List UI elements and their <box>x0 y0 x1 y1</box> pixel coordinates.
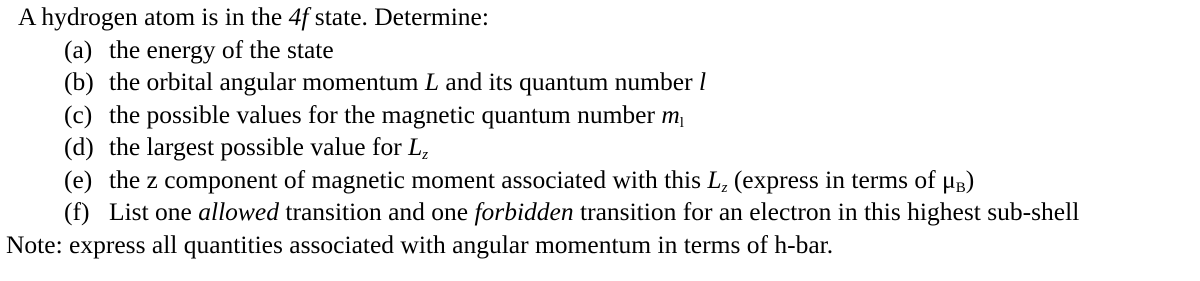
question-text: the energy of the state <box>109 34 334 64</box>
symbol-m: m <box>661 99 680 129</box>
question-label: (b) <box>64 67 94 96</box>
question-f <box>0 196 1200 229</box>
symbol-L: L <box>424 67 440 96</box>
symbol-m-subscript: l <box>679 114 684 131</box>
question-e <box>0 164 1200 197</box>
question-text: ) <box>965 164 975 194</box>
intro-text-before: A hydrogen atom is in the <box>18 2 289 31</box>
emphasis-allowed: allowed <box>198 197 279 226</box>
question-text: the largest possible value for <box>109 132 409 161</box>
question-text: the possible values for the magnetic quantum number <box>109 99 662 129</box>
question-b <box>0 66 1200 99</box>
question-a <box>0 34 1200 67</box>
question-text: transition and one <box>279 197 475 226</box>
question-label: (a) <box>64 34 93 64</box>
question-text: List one <box>109 197 199 226</box>
question-label: (c) <box>64 99 93 129</box>
question-text: and its quantum number <box>439 67 699 96</box>
problem-intro <box>0 1 1200 34</box>
question-text: the orbital angular momentum <box>109 67 425 96</box>
symbol-mu: μ <box>942 164 956 194</box>
question-label: (e) <box>64 164 93 194</box>
symbol-mu-subscript: B <box>955 179 966 196</box>
symbol-l: l <box>698 67 707 96</box>
question-text: transition for an electron in this highest sub-shell <box>573 197 1080 226</box>
question-c <box>0 99 1200 132</box>
problem-text <box>0 1 1200 261</box>
emphasis-forbidden: forbidden <box>474 197 574 226</box>
intro-text-after: state. Determine: <box>308 2 489 31</box>
symbol-L: L <box>707 164 722 194</box>
question-text: the z component of magnetic moment associated with this <box>109 164 708 194</box>
question-d <box>0 131 1200 164</box>
symbol-L: L <box>408 132 423 161</box>
state-symbol: 4f <box>288 2 309 31</box>
question-text: (express in terms of <box>727 164 943 194</box>
note: Note: express all quantities associated with angular momentum in terms of h-bar. <box>6 229 834 259</box>
question-label: (f) <box>64 197 90 226</box>
symbol-L-subscript: z <box>721 179 728 196</box>
question-label: (d) <box>64 132 94 161</box>
symbol-L-subscript: z <box>422 147 429 163</box>
